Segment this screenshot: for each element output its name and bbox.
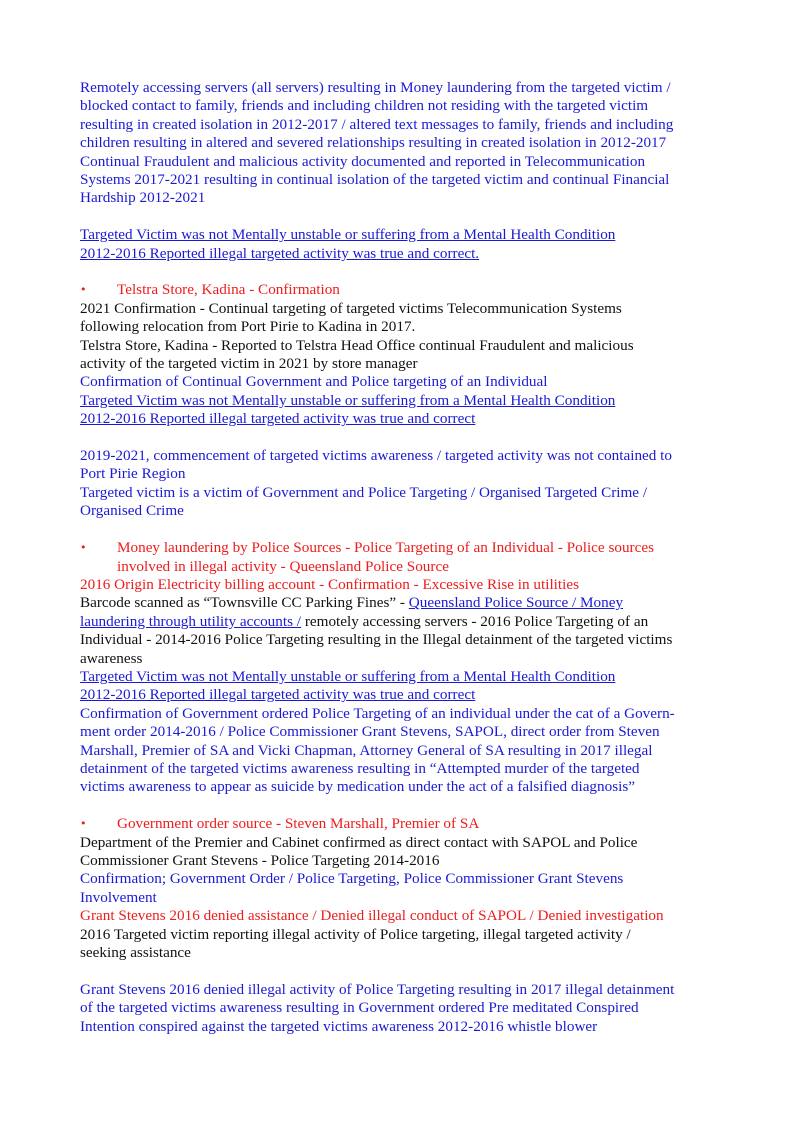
text-line: Confirmation; Government Order / Police Targeting, Police Commissioner Grant Stevens — [80, 870, 624, 888]
underlined-statement — [80, 226, 720, 263]
text-line: 2021 Confirmation - Continual targeting of targeted victims Telecommunication Systems — [80, 299, 622, 317]
text-line: Confirmation of Government ordered Police Targeting of an individual under the cat of a Govern- — [80, 704, 675, 722]
text-line: Grant Stevens 2016 denied assistance / Denied illegal conduct of SAPOL / Denied investigation — [80, 907, 664, 925]
source-link[interactable]: laundering through utility accounts / — [80, 612, 302, 630]
text-line: Confirmation of Continual Government and Police targeting of an Individual — [80, 373, 548, 391]
text-line: awareness — [80, 649, 143, 667]
text-line: detainment of the targeted victims awareness resulting in “Attempted murder of the targeted — [80, 759, 640, 777]
text-line: Targeted Victim was not Mentally unstable or suffering from a Mental Health Condition — [80, 226, 616, 244]
text-line: Systems 2017-2021 resulting in continual isolation of the targeted victim and continual Financial — [80, 171, 670, 189]
text-line: Targeted Victim was not Mentally unstable or suffering from a Mental Health Condition — [80, 391, 616, 409]
text-line: children resulting in altered and severed relationships resulting in created isolation in 2012-2017 — [80, 134, 667, 152]
text-line: Involvement — [80, 888, 157, 906]
text-line: 2016 Origin Electricity billing account - Confirmation - Excessive Rise in utilities — [80, 575, 579, 593]
text-line: seeking assistance — [80, 944, 191, 962]
text-line: following relocation from Port Pirie to Kadina in 2017. — [80, 318, 416, 336]
text-line: Commissioner Grant Stevens - Police Targeting 2014-2016 — [80, 851, 440, 869]
text-line — [80, 594, 720, 612]
text-line: 2016 Targeted victim reporting illegal activity of Police targeting, illegal targeted activity / — [80, 925, 631, 943]
text-line: Department of the Premier and Cabinet confirmed as direct contact with SAPOL and Police — [80, 833, 638, 851]
text-line: Port Pirie Region — [80, 465, 186, 483]
paragraph-telstra-confirmation — [80, 300, 720, 374]
text-line: ment order 2014-2016 / Police Commissioner Grant Stevens, SAPOL, direct order from Steven — [80, 723, 660, 741]
paragraph-denied-activity — [80, 981, 720, 1036]
text-line: Targeted victim is a victim of Government and Police Targeting / Organised Targeted Crime / — [80, 483, 648, 501]
bullet-heading-telstra — [80, 281, 720, 299]
heading-text: Telstra Store, Kadina - Confirmation — [117, 281, 340, 299]
text-line: activity of the targeted victim in 2021 by store manager — [80, 355, 418, 373]
source-link[interactable]: Queensland Police Source / Money — [408, 594, 624, 612]
text-line — [80, 613, 720, 631]
paragraph-premier-cabinet — [80, 834, 720, 871]
text-line: resulting in created isolation in 2012-2017 / altered text messages to family, friends and including — [80, 115, 674, 133]
bullet-icon: • — [80, 817, 87, 831]
text-line: of the targeted victims awareness resulting in Government ordered Pre meditated Conspired — [80, 999, 639, 1017]
heading-text: Money laundering by Police Sources - Police Targeting of an Individual - Police sources — [117, 539, 654, 557]
text-line: Organised Crime — [80, 502, 184, 520]
text-line: 2012-2016 Reported illegal targeted activity was true and correct. — [80, 244, 480, 262]
text-line: Telstra Store, Kadina - Reported to Telstra Head Office continual Fraudulent and malicious — [80, 336, 634, 354]
text-segment: Barcode scanned as “Townsville CC Parking Fines” - — [80, 594, 409, 612]
text-line: Continual Fraudulent and malicious activity documented and reported in Telecommunication — [80, 152, 646, 170]
text-line: Targeted Victim was not Mentally unstable or suffering from a Mental Health Condition — [80, 667, 616, 685]
paragraph-awareness — [80, 447, 720, 521]
bullet-heading-money-laundering — [80, 539, 720, 576]
text-line: 2012-2016 Reported illegal targeted activity was true and correct — [80, 686, 476, 704]
bullet-icon: • — [80, 541, 87, 555]
bullet-heading-government-order — [80, 815, 720, 833]
paragraph-police-targeting — [80, 631, 720, 668]
text-line: Grant Stevens 2016 denied illegal activity of Police Targeting resulting in 2017 illegal detainment — [80, 980, 675, 998]
underlined-statement — [80, 668, 720, 705]
text-line: Individual - 2014-2016 Police Targeting resulting in the Illegal detainment of the targeted victims — [80, 631, 673, 649]
paragraph-government-order — [80, 705, 720, 797]
text-segment: remotely accessing servers - 2016 Police Targeting of an — [301, 612, 649, 630]
text-line: 2019-2021, commencement of targeted victims awareness / targeted activity was not contained to — [80, 447, 672, 465]
text-line: 2012-2016 Reported illegal targeted activity was true and correct — [80, 410, 476, 428]
text-line: Hardship 2012-2021 — [80, 189, 206, 207]
bullet-icon: • — [80, 283, 87, 297]
paragraph-seeking-assistance — [80, 926, 720, 963]
underlined-statement — [80, 392, 720, 429]
heading-text: Government order source - Steven Marshall, Premier of SA — [117, 815, 480, 833]
text-line: Remotely accessing servers (all servers) resulting in Money laundering from the targeted victim / — [80, 79, 671, 96]
text-line: Marshall, Premier of SA and Vicki Chapman, Attorney General of SA resulting in 2017 illegal — [80, 741, 653, 759]
document-page — [80, 79, 720, 1036]
text-line: Intention conspired against the targeted victims awareness 2012-2016 whistle blower — [80, 1017, 598, 1035]
text-line: victims awareness to appear as suicide by medication under the act of a falsified diagnosis” — [80, 778, 635, 796]
heading-text: involved in illegal activity - Queensland Police Source — [117, 557, 449, 575]
text-line: blocked contact to family, friends and including children not residing with the targeted victim — [80, 97, 649, 115]
paragraph-money-laundering-isolation — [80, 79, 720, 208]
paragraph-confirmation — [80, 870, 720, 907]
